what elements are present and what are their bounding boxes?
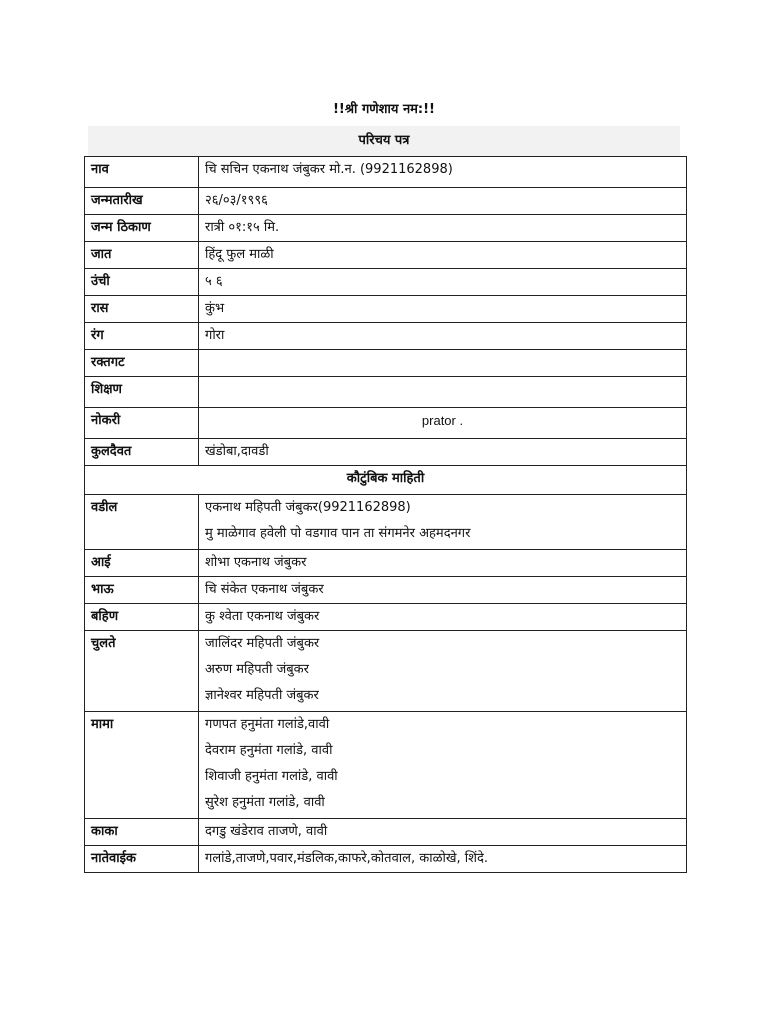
row-caste [85,242,687,269]
rashi-value: कुंभ [199,296,687,323]
document-title: !!श्री गणेशाय नम:!! [333,102,435,117]
height-label: उंची [85,269,199,296]
blood-group-label: रक्तगट [85,350,199,377]
row-paternal-uncles [85,631,687,712]
birthplace-value: रात्री ०१:१५ मि. [199,215,687,242]
brother-label: भाऊ [85,577,199,604]
job-value: prator . [199,408,687,439]
height-value: ५ ६ [199,269,687,296]
family-section-title: कौटुंबिक माहिती [85,466,687,495]
paternal-uncle-3: ज्ञानेश्वर महिपती जंबुकर [205,688,319,703]
row-maternal-uncles [85,712,687,819]
mother-label: आई [85,550,199,577]
family-deity-value: खंडोबा,दावडी [199,439,687,466]
father-label: वडील [85,495,199,550]
dob-label: जन्मतारीख [85,188,199,215]
birthplace-label: जन्म ठिकाण [85,215,199,242]
row-father [85,495,687,550]
row-dob [85,188,687,215]
sister-label: बहिण [85,604,199,631]
biodata-table [84,156,687,873]
row-brother [85,577,687,604]
paternal-uncle-1: जालिंदर महिपती जंबुकर [205,636,320,651]
maternal-uncles-value [199,712,687,819]
education-value [199,377,687,408]
row-mother [85,550,687,577]
row-rashi [85,296,687,323]
relatives-value: गलांडे,ताजणे,पवार,मंडलिक,काफरे,कोतवाल, काळोखे, शिंदे. [199,846,687,873]
relatives-label: नातेवाईक [85,846,199,873]
kaka-label: काका [85,819,199,846]
education-label: शिक्षण [85,377,199,408]
document-subtitle: परिचय पत्र [88,126,680,156]
job-label: नोकरी [85,408,199,439]
family-deity-label: कुलदैवत [85,439,199,466]
maternal-uncle-2: देवराम हनुमंता गलांडे, वावी [205,743,333,758]
father-address: मु माळेगाव हवेली पो वडगाव पान ता संगमनेर अहमदनगर [205,526,471,541]
blood-group-value [199,350,687,377]
caste-label: जात [85,242,199,269]
row-birthplace [85,215,687,242]
row-family-deity [85,439,687,466]
brother-value: चि संकेत एकनाथ जंबुकर [199,577,687,604]
father-name: एकनाथ महिपती जंबुकर(9921162898) [205,500,411,515]
row-complexion [85,323,687,350]
name-value: चि सचिन एकनाथ जंबुकर मो.न. (9921162898) [199,157,687,188]
row-sister [85,604,687,631]
row-relatives [85,846,687,873]
row-name [85,157,687,188]
row-family-section [85,466,687,495]
caste-value: हिंदू फुल माळी [199,242,687,269]
complexion-label: रंग [85,323,199,350]
row-education [85,377,687,408]
maternal-uncle-3: शिवाजी हनुमंता गलांडे, वावी [205,769,338,784]
mother-value: शोभा एकनाथ जंबुकर [199,550,687,577]
paternal-uncle-2: अरुण महिपती जंबुकर [205,662,309,677]
row-kaka [85,819,687,846]
dob-value: २६/०३/१९९६ [199,188,687,215]
name-label: नाव [85,157,199,188]
sister-value: कु श्वेता एकनाथ जंबुकर [199,604,687,631]
kaka-value: दगडु खंडेराव ताजणे, वावी [199,819,687,846]
row-blood-group [85,350,687,377]
row-job [85,408,687,439]
rashi-label: रास [85,296,199,323]
complexion-value: गोरा [199,323,687,350]
maternal-uncles-label: मामा [85,712,199,819]
maternal-uncle-4: सुरेश हनुमंता गलांडे, वावी [205,795,325,810]
maternal-uncle-1: गणपत हनुमंता गलांडे,वावी [205,717,330,732]
row-height [85,269,687,296]
father-value [199,495,687,550]
paternal-uncles-label: चुलते [85,631,199,712]
paternal-uncles-value [199,631,687,712]
